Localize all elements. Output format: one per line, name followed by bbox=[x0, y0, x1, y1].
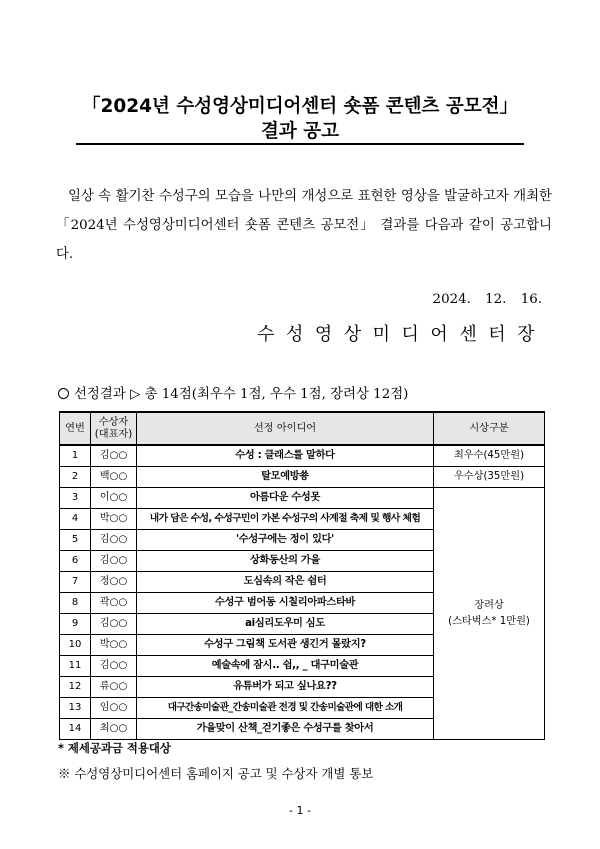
circle-bullet-icon bbox=[58, 388, 69, 399]
row-name: 김○○ bbox=[91, 551, 137, 572]
row-idea: 수성구 범어동 시칠리아파스타바 bbox=[137, 593, 434, 614]
row-idea: 수성구 그림책 도서관 생긴거 몰랐지? bbox=[137, 635, 434, 656]
row-idea: 대구간송미술관_간송미술관 전경 및 간송미술관에 대한 소개 bbox=[137, 698, 434, 719]
page-number: - 1 - bbox=[289, 804, 311, 817]
table-row bbox=[60, 467, 545, 488]
row-award: 우수상(35만원) bbox=[434, 467, 545, 488]
row-name: 이○○ bbox=[91, 488, 137, 509]
row-name: 곽○○ bbox=[91, 593, 137, 614]
row-no: 3 bbox=[60, 488, 91, 509]
merged-award-cell bbox=[434, 488, 545, 740]
notice-title: 「2024년 수성영상미디어센터 숏폼 콘텐츠 공모전」 bbox=[82, 96, 518, 117]
row-idea: 가을맞이 산책_걷기좋은 수성구를 찾아서 bbox=[137, 719, 434, 740]
row-no: 9 bbox=[60, 614, 91, 635]
row-name: 류○○ bbox=[91, 677, 137, 698]
row-idea: ai심리도우미 심도 bbox=[137, 614, 434, 635]
merged-award-line2: (스타벅스* 1만원) bbox=[448, 615, 530, 627]
title-underline bbox=[76, 143, 524, 145]
row-idea: 유튜버가 되고 싶나요?? bbox=[137, 677, 434, 698]
row-idea: 도심속의 작은 쉼터 bbox=[137, 572, 434, 593]
row-name: 김○○ bbox=[91, 530, 137, 551]
row-no: 10 bbox=[60, 635, 91, 656]
row-idea: 탈모예방쑝 bbox=[137, 467, 434, 488]
notice-subtitle: 결과 공고 bbox=[261, 121, 339, 142]
row-no: 13 bbox=[60, 698, 91, 719]
section-summary: 총 14점(최우수 1점, 우수 1점, 장려상 12점) bbox=[144, 387, 409, 402]
row-name: 임○○ bbox=[91, 698, 137, 719]
notification-footnote: ※ 수성영상미디어센터 홈페이지 공고 및 수상자 개별 통보 bbox=[58, 766, 374, 781]
header-winner bbox=[91, 412, 137, 445]
announcement-body: 일상 속 활기찬 수성구의 모습을 나만의 개성으로 표현한 영상을 발굴하고자 개최한 「2024년 수성영상미디어센터 숏폼 콘텐츠 공모전」 결과를 다음과 같이 공고합니다. bbox=[56, 189, 552, 262]
row-no: 6 bbox=[60, 551, 91, 572]
section-heading bbox=[58, 383, 408, 402]
row-no: 8 bbox=[60, 593, 91, 614]
announcement-date: 2024. 12. 16. bbox=[432, 292, 542, 307]
row-no: 5 bbox=[60, 530, 91, 551]
row-name: 정○○ bbox=[91, 572, 137, 593]
row-name: 김○○ bbox=[91, 614, 137, 635]
row-no: 2 bbox=[60, 467, 91, 488]
section-label: 선정결과 bbox=[74, 387, 126, 402]
row-no: 11 bbox=[60, 656, 91, 677]
header-idea: 선정 아이디어 bbox=[137, 412, 434, 445]
merged-award-line1: 장려상 bbox=[474, 599, 504, 611]
row-name: 백○○ bbox=[91, 467, 137, 488]
row-idea: 내가 담은 수성, 수성구민이 가본 수성구의 사계절 축제 및 행사 체험 bbox=[137, 509, 434, 530]
issuer-name: 수성영상미디어센터장 bbox=[257, 324, 546, 345]
row-name: 최○○ bbox=[91, 719, 137, 740]
triangle-arrow-icon: ▷ bbox=[130, 387, 141, 402]
row-idea: 아름다운 수성못 bbox=[137, 488, 434, 509]
tax-footnote: * 제세공과금 적용대상 bbox=[58, 741, 171, 755]
row-no: 12 bbox=[60, 677, 91, 698]
row-name: 박○○ bbox=[91, 635, 137, 656]
header-no: 연번 bbox=[60, 412, 91, 445]
row-idea: 예술속에 잠시.. 쉼,, _ 대구미술관 bbox=[137, 656, 434, 677]
header-winner-line2: (대표자) bbox=[94, 428, 133, 440]
row-idea: 수성 : 클래스를 말하다 bbox=[137, 445, 434, 467]
row-idea: '수성구에는 정이 있다' bbox=[137, 530, 434, 551]
row-no: 14 bbox=[60, 719, 91, 740]
table-row bbox=[60, 488, 545, 509]
row-no: 7 bbox=[60, 572, 91, 593]
header-winner-line1: 수상자 bbox=[98, 416, 129, 428]
row-idea: 상화동산의 가을 bbox=[137, 551, 434, 572]
row-name: 박○○ bbox=[91, 509, 137, 530]
results-table bbox=[59, 411, 545, 740]
row-name: 김○○ bbox=[91, 445, 137, 467]
row-no: 4 bbox=[60, 509, 91, 530]
row-award: 최우수(45만원) bbox=[434, 445, 545, 467]
header-award: 시상구분 bbox=[434, 412, 545, 445]
row-name: 김○○ bbox=[91, 656, 137, 677]
row-no: 1 bbox=[60, 445, 91, 467]
table-row bbox=[60, 445, 545, 467]
